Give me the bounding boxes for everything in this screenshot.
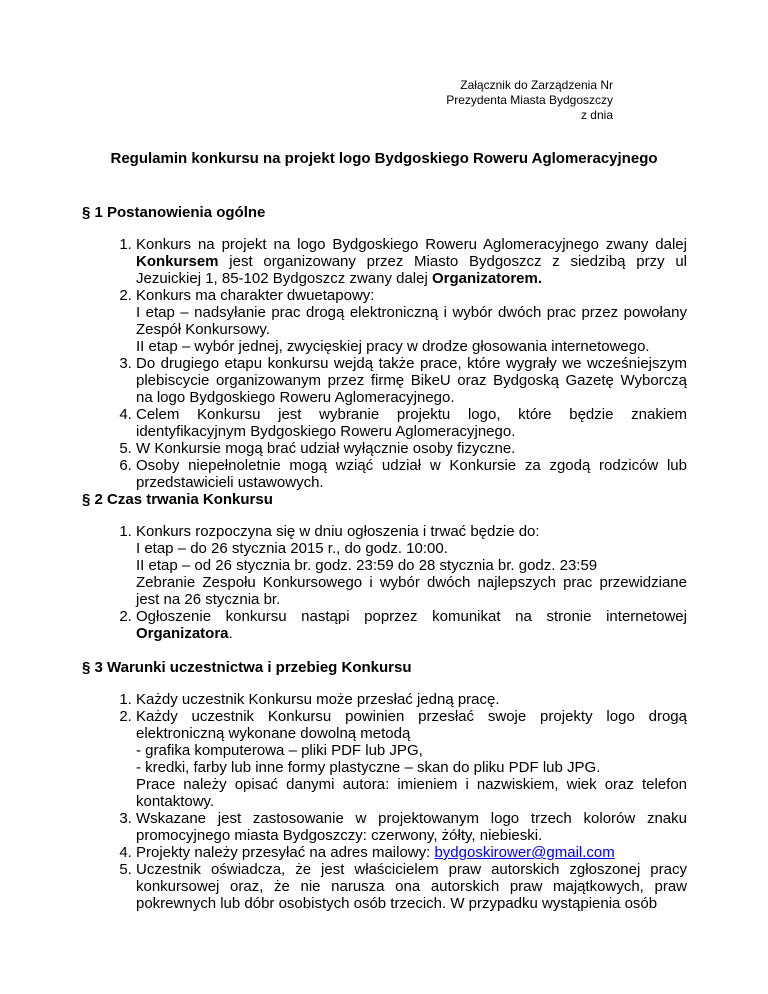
term-organizatorem: Organizatorem. [432,270,543,287]
item-text: . [228,625,233,642]
document-title: Regulamin konkursu na projekt logo Bydgoskiego Roweru Aglomeracyjnego [110,150,658,167]
item-text: Ogłoszenie konkursu nastąpi poprzez komunikat na stronie internetowej [136,608,687,625]
list-item [136,523,687,608]
section-1-list [82,236,687,491]
list-item: 3. Do drugiego etapu konkursu wejdą także prace, które wygrały we wcześniejszym plebiscycie organizowanym przez firmę BikeU oraz Bydgoską Gazetę Wyborczą na logo Bydgoskiego Roweru Aglomeracyjnego. [136,355,687,406]
annex-line-3: z dnia [580,108,613,122]
item-line: I etap – nadsyłanie prac drogą elektroniczną i wybór dwóch prac przez powołany Zespół Konkursowy. [136,304,687,338]
list-item: 5. Uczestnik oświadcza, że jest właścicielem praw autorskich zgłoszonej pracy konkursowej oraz, że nie narusza ona autorskich praw majątkowych, praw pokrewnych lub dóbr osobistych osób trzecich. W przypadku wystąpienia osób [136,861,687,912]
term-organizatora: Organizatora [136,625,229,642]
list-item [136,708,687,810]
list-item [136,608,687,642]
list-item [136,844,687,861]
item-line: II etap – wybór jednej, zwycięskiej pracy w drodze głosowania internetowego. [136,338,650,355]
list-item: 3. Wskazane jest zastosowanie w projektowanym logo trzech kolorów znaku promocyjnego miasta Bydgoszczy: czerwony, żółty, niebieski. [136,810,687,844]
list-item [136,287,687,355]
item-text: Projekty należy przesyłać na adres mailowy: [136,844,435,861]
item-line: - grafika komputerowa – pliki PDF lub JPG, [136,742,423,759]
annex-header [446,78,613,123]
item-line: - kredki, farby lub inne formy plastyczne – skan do pliku PDF lub JPG. [136,759,601,776]
section-2 [82,491,687,642]
section-3 [82,659,687,912]
item-line: 2. Konkurs ma charakter dwuetapowy: [136,287,375,304]
item-line: 1. Konkurs rozpoczyna się w dniu ogłoszenia i trwać będzie do: [136,523,540,540]
list-item [136,236,687,287]
list-item: 5. W Konkursie mogą brać udział wyłącznie osoby fizyczne. [136,440,687,457]
item-line: I etap – do 26 stycznia 2015 r., do godz. 10:00. [136,540,448,557]
annex-line-2: Prezydenta Miasta Bydgoszczy [446,93,613,107]
list-item: 4. Celem Konkursu jest wybranie projektu logo, które będzie znakiem identyfikacyjnym Bydgoskiego Roweru Aglomeracyjnego. [136,406,687,440]
item-text: jest organizowany przez Miasto Bydgoszcz z siedzibą przy ul Jezuickiej 1, 85-102 Bydgoszcz zwany dalej [136,253,687,287]
annex-line-1: Załącznik do Zarządzenia Nr [460,78,613,92]
list-item: 6. Osoby niepełnoletnie mogą wziąć udział w Konkursie za zgodą rodziców lub przedstawicieli ustawowych. [136,457,687,491]
item-text: Konkurs na projekt na logo Bydgoskiego Roweru Aglomeracyjnego zwany dalej [136,236,687,253]
list-item: 1. Każdy uczestnik Konkursu może przesłać jedną pracę. [136,691,687,708]
section-1 [82,204,687,491]
item-line: Zebranie Zespołu Konkursowego i wybór dwóch najlepszych prac przewidziane jest na 26 stycznia br. [136,574,687,608]
item-line: Prace należy opisać danymi autora: imieniem i nazwiskiem, wiek oraz telefon kontaktowy. [136,776,687,810]
section-2-heading: § 2 Czas trwania Konkursu [82,491,273,508]
term-konkursem: Konkursem [136,253,219,270]
item-line: 2. Każdy uczestnik Konkursu powinien przesłać swoje projekty logo drogą elektroniczną wykonane dowolną metodą [136,708,687,742]
email-link[interactable]: bydgoskirower@gmail.com [434,844,615,861]
item-line: II etap – od 26 stycznia br. godz. 23:59 do 28 stycznia br. godz. 23:59 [136,557,598,574]
section-1-heading: § 1 Postanowienia ogólne [82,204,266,221]
section-3-list [82,691,687,912]
section-3-heading: § 3 Warunki uczestnictwa i przebieg Konkursu [82,659,412,676]
section-2-list [82,523,687,642]
